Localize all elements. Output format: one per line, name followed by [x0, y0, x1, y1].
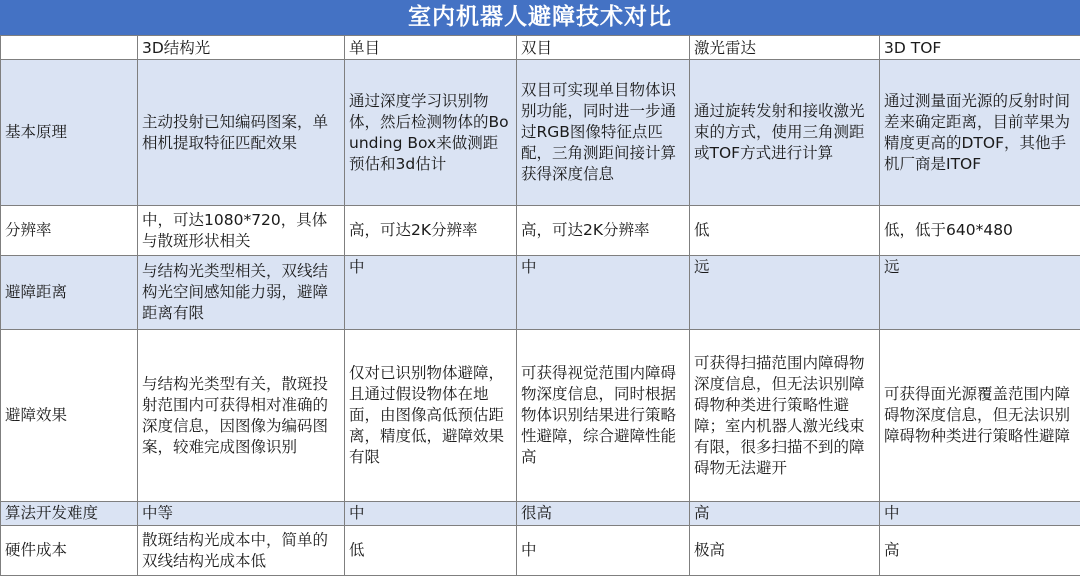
row-label: 避障效果 — [1, 330, 138, 502]
table-cell: 中 — [517, 256, 690, 330]
table-cell: 低 — [690, 206, 880, 256]
table-cell: 中 — [345, 256, 517, 330]
header-cell-lidar: 激光雷达 — [690, 36, 880, 60]
table-cell: 通过深度学习识别物体，然后检测物体的Bounding Box来做测距预估和3d估计 — [345, 60, 517, 206]
header-cell-empty — [1, 36, 138, 60]
table-title: 室内机器人避障技术对比 — [0, 0, 1080, 35]
row-label: 算法开发难度 — [1, 502, 138, 526]
table-cell: 中 — [517, 526, 690, 576]
table-cell: 可获得面光源覆盖范围内障碍物深度信息，但无法识别障碍物种类进行策略性避障 — [880, 330, 1080, 502]
table-cell: 低，低于640*480 — [880, 206, 1080, 256]
table-cell: 通过测量面光源的反射时间差来确定距离，目前苹果为精度更高的DTOF，其他手机厂商是ITOF — [880, 60, 1080, 206]
table-cell: 双目可实现单目物体识别功能，同时进一步通过RGB图像特征点匹配，三角测距间接计算获得深度信息 — [517, 60, 690, 206]
comparison-table — [0, 35, 1080, 576]
table-cell: 中，可达1080*720，具体与散斑形状相关 — [138, 206, 345, 256]
table-row-algorithm-difficulty — [1, 502, 1080, 526]
row-label: 分辨率 — [1, 206, 138, 256]
table-cell: 高，可达2K分辨率 — [517, 206, 690, 256]
table-cell: 可获得视觉范围内障碍物深度信息，同时根据物体识别结果进行策略性避障，综合避障性能高 — [517, 330, 690, 502]
table-cell: 与结构光类型有关，散斑投射范围内可获得相对准确的深度信息，因图像为编码图案，较难完成图像识别 — [138, 330, 345, 502]
table-cell: 中等 — [138, 502, 345, 526]
table-cell: 散斑结构光成本中，简单的双线结构光成本低 — [138, 526, 345, 576]
table-cell: 通过旋转发射和接收激光束的方式，使用三角测距或TOF方式进行计算 — [690, 60, 880, 206]
row-label: 基本原理 — [1, 60, 138, 206]
table-row-obstacle-distance — [1, 256, 1080, 330]
row-label: 避障距离 — [1, 256, 138, 330]
table-row-hardware-cost — [1, 526, 1080, 576]
table-cell: 低 — [345, 526, 517, 576]
table-row-resolution — [1, 206, 1080, 256]
table-cell: 中 — [880, 502, 1080, 526]
table-row-obstacle-effect — [1, 330, 1080, 502]
table-cell: 与结构光类型相关，双线结构光空间感知能力弱，避障距离有限 — [138, 256, 345, 330]
header-cell-3d-structured-light: 3D结构光 — [138, 36, 345, 60]
table-cell: 可获得扫描范围内障碍物深度信息，但无法识别障碍物种类进行策略性避障；室内机器人激光线束有限，很多扫描不到的障碍物无法避开 — [690, 330, 880, 502]
table-row-principle — [1, 60, 1080, 206]
header-cell-3d-tof: 3D TOF — [880, 36, 1080, 60]
table-cell: 主动投射已知编码图案，单相机提取特征匹配效果 — [138, 60, 345, 206]
row-label: 硬件成本 — [1, 526, 138, 576]
header-cell-binocular: 双目 — [517, 36, 690, 60]
table-cell: 高 — [880, 526, 1080, 576]
table-cell: 中 — [345, 502, 517, 526]
table-cell: 极高 — [690, 526, 880, 576]
table-cell: 仅对已识别物体避障，且通过假设物体在地面，由图像高低预估距离，精度低，避障效果有限 — [345, 330, 517, 502]
header-row — [1, 36, 1080, 60]
table-cell: 高 — [690, 502, 880, 526]
table-cell: 高，可达2K分辨率 — [345, 206, 517, 256]
table-cell: 远 — [880, 256, 1080, 330]
table-cell: 很高 — [517, 502, 690, 526]
table-cell: 远 — [690, 256, 880, 330]
header-cell-monocular: 单目 — [345, 36, 517, 60]
